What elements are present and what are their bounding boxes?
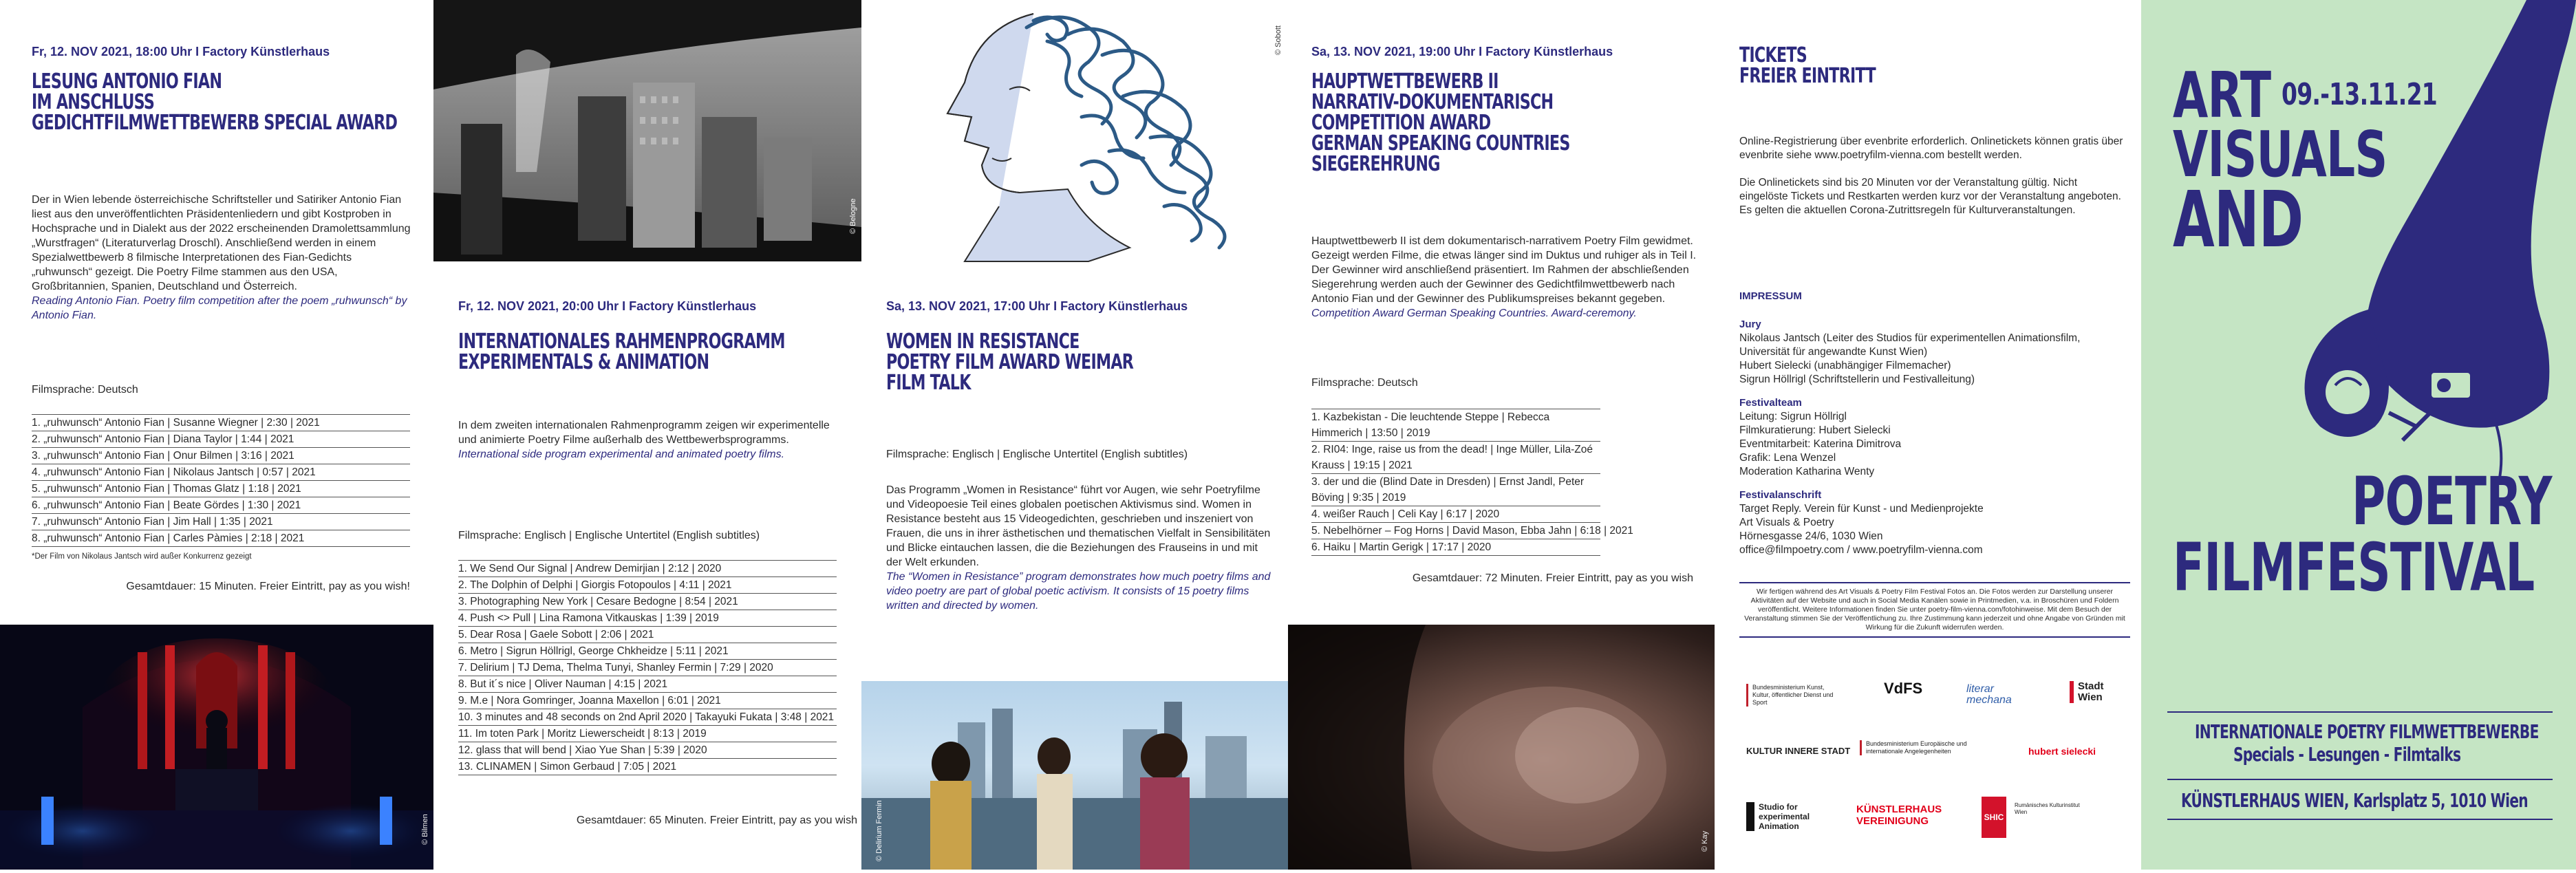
title-line: GERMAN SPEAKING COUNTRIES <box>1311 131 1570 155</box>
event-date: Sa, 13. NOV 2021, 17:00 Uhr I Factory Künstlerhaus <box>886 299 1188 313</box>
description-de: In dem zweiten internationalen Rahmenprogramm zeigen wir experimentelle und animierte Poetry Filme außerhalb des Wettbewerbsprogramms. <box>458 420 830 446</box>
list-item: 3. Photographing New York | Cesare Bedogne | 8:54 | 2021 <box>458 594 837 610</box>
team-heading: Festivalteam <box>1739 397 1802 409</box>
list-item: 2. „ruhwunsch“ Antonio Fian | Diana Taylor | 1:44 | 2021 <box>32 431 410 448</box>
film-language: Filmsprache: Deutsch <box>32 384 138 396</box>
title-line: FREIER EINTRITT <box>1739 64 1876 88</box>
photo-credit: © Delirium Fermin <box>875 800 883 861</box>
address-line: Hörnesgasse 24/6, 1030 Wien <box>1739 530 1883 542</box>
total-duration: Gesamtdauer: 15 Minuten. Freier Eintritt, pay as you wish! <box>126 581 410 592</box>
event-title <box>1311 69 1570 176</box>
address-line: office@filmpoetry.com / www.poetryfilm-vienna.com <box>1739 544 1983 556</box>
photo-credit: © Sobott <box>1274 25 1282 55</box>
event-title <box>32 69 398 135</box>
studio-animation-logo: Studio for experimental Animation <box>1746 802 1841 831</box>
rumaenisches-kulturinstitut-logo: Rumänisches Kulturinstitut Wien <box>2015 802 2080 815</box>
list-item: 8. But it´s nice | Oliver Nauman | 4:15 | 2021 <box>458 676 837 693</box>
tickets-paragraph: Online-Registrierung über evenbrite erforderlich. Onlinetickets können gratis über evenbrite siehe www.poetryfilm-vienna.com bestellt werden. <box>1739 136 2123 161</box>
event-description <box>886 483 1271 613</box>
team-member: Leitung: Sigrun Höllrigl <box>1739 411 1847 422</box>
title-line: TICKETS <box>1739 43 1807 67</box>
total-duration: Gesamtdauer: 65 Minuten. Freier Eintritt, pay as you wish <box>576 815 857 826</box>
panel-tickets-impressum <box>1715 0 2141 870</box>
title-line: NARRATIV-DOKUMENTARISCH <box>1311 90 1554 114</box>
description-en: International side program experimental and animated poetry films. <box>458 449 785 460</box>
kuenstlerhaus-logo: KÜNSTLERHAUS VEREINIGUNG <box>1856 804 1942 827</box>
tickets-paragraph: Die Onlinetickets sind bis 20 Minuten vor der Veranstaltung gültig. Nicht eingelöste Tickets und Restkarten werden kurz vor der Veranstaltung angeboten. Es gelten die aktuellen Corona-Zutrittsregeln für Kulturveranstaltungen. <box>1739 177 2121 216</box>
address-line: Target Reply. Verein für Kunst - und Medienprojekte <box>1739 503 1984 515</box>
closeup-photo <box>1288 625 1715 870</box>
jury-member: Hubert Sielecki (unabhängiger Filmemacher) <box>1739 360 1951 371</box>
women-illustration <box>861 681 1288 870</box>
team-member: Filmkuratierung: Hubert Sielecki <box>1739 424 1891 436</box>
newyork-illustration <box>433 0 861 261</box>
title-line: WOMEN IN RESISTANCE <box>886 330 1080 354</box>
list-item: 6. Metro | Sigrun Höllrigl, George Chkheidze | 5:11 | 2021 <box>458 643 837 660</box>
bmeia-logo: Bundesministerium Europäische und internationale Angelegenheiten <box>1860 740 1969 755</box>
festival-and: AND <box>2173 175 2304 265</box>
list-item: 13. CLINAMEN | Simon Gerbaud | 7:05 | 2021 <box>458 759 837 775</box>
title-line: HAUPTWETTBEWERB II <box>1311 69 1499 94</box>
jury-member: Nikolaus Jantsch (Leiter des Studios für experimentellen Animationsfilm, Universität für angewandte Kunst Wien) <box>1739 332 2081 358</box>
jury-heading: Jury <box>1739 319 1761 330</box>
list-item: 12. glass that will bend | Xiao Yue Shan | 5:39 | 2020 <box>458 742 837 759</box>
hubert-sielecki-logo: hubert sielecki <box>2028 746 2096 757</box>
tickets-text <box>1739 135 2125 217</box>
impressum-block <box>1739 318 2125 557</box>
literar-mechana-logo: literar mechana <box>1966 683 2012 706</box>
list-item: 6. Haiku | Martin Gerigk | 17:17 | 2020 <box>1311 539 1600 556</box>
event-title <box>886 332 1133 394</box>
event-description <box>1311 234 1697 321</box>
panel-experimentals <box>433 0 861 870</box>
vdfs-logo: VdFS <box>1884 680 1923 697</box>
festival-filmfestival: FILMFESTIVAL <box>2173 529 2535 606</box>
film-list <box>32 414 410 547</box>
event-date: Fr, 12. NOV 2021, 20:00 Uhr I Factory Künstlerhaus <box>458 299 757 313</box>
bmkoes-logo: Bundesministerium Kunst, Kultur, öffentlicher Dienst und Sport <box>1746 684 1842 707</box>
team-member: Grafik: Lena Wenzel <box>1739 452 1836 464</box>
list-item: 7. Delirium | TJ Dema, Thelma Tunyi, Shanley Fermin | 7:29 | 2020 <box>458 660 837 676</box>
photo-credit: © Belogne <box>849 198 857 234</box>
church-photo <box>0 625 433 870</box>
photo-credit: © Bilmen <box>421 814 429 845</box>
stadt-wien-logo: Stadt Wien <box>2070 681 2126 703</box>
event-date: Fr, 12. NOV 2021, 18:00 Uhr I Factory Künstlerhaus <box>32 45 330 58</box>
list-item: 3. „ruhwunsch“ Antonio Fian | Onur Bilmen | 3:16 | 2021 <box>32 448 410 464</box>
list-item: 1. Kazbekistan - Die leuchtende Steppe | Rebecca Himmerich | 13:50 | 2019 <box>1311 409 1600 442</box>
list-item: 8. „ruhwunsch“ Antonio Fian | Carles Pàmies | 2:18 | 2021 <box>32 530 410 547</box>
title-line: IM ANSCHLUSS <box>32 90 155 114</box>
description-en: Competition Award German Speaking Countries. Award-ceremony. <box>1311 308 1637 319</box>
shic-logo: SHIC <box>1982 797 2006 838</box>
closeup-illustration <box>1288 625 1715 870</box>
title-line: POETRY FILM AWARD WEIMAR <box>886 350 1134 374</box>
photo-notice <box>1739 582 2130 638</box>
panel-main-competition <box>1288 0 1715 870</box>
list-item: 10. 3 minutes and 48 seconds on 2nd April 2020 | Takayuki Fukata | 3:48 | 2021 <box>458 709 837 726</box>
description-de: Das Programm „Women in Resistance“ führt vor Augen, wie sehr Poetryfilme und Videopoesie Teil eines globalen poetischen Aktivismus sind. Women in Resistance besteht aus 15 Videogedichten, geschrieben und inszeniert von Frauen, die uns in ihrer ästhetischen und thematischen Vielfalt in Sensibilitäten und Blicke eintauchen lassen, die die Beziehungen des Frauseins in und mit der Welt erkunden. <box>886 484 1271 568</box>
tickets-title <box>1739 45 1876 87</box>
description-en: The “Women in Resistance” program demonstrates how much poetry films and video poetry are part of global poetic activism. It consists of 15 poetry films written and directed by women. <box>886 571 1271 612</box>
cover-venue: KÜNSTLERHAUS WIEN, Karlsplatz 5, 1010 Wien <box>2181 789 2528 812</box>
list-item: 5. Nebelhörner – Fog Horns | David Mason, Ebba Jahn | 6:18 | 2021 <box>1311 523 1600 539</box>
list-item: 2. The Dolphin of Delphi | Giorgis Fotopoulos | 4:11 | 2021 <box>458 577 837 594</box>
list-item: 4. weißer Rauch | Celi Kay | 6:17 | 2020 <box>1311 506 1600 523</box>
team-member: Moderation Katharina Wenty <box>1739 466 1875 477</box>
list-item: 6. „ruhwunsch“ Antonio Fian | Beate Gördes | 1:30 | 2021 <box>32 497 410 514</box>
address-heading: Festivalanschrift <box>1739 489 1822 501</box>
title-line: FILM TALK <box>886 371 971 395</box>
photo-notice-text: Wir fertigen während des Art Visuals & Poetry Film Festival Fotos an. Die Fotos werden zur Darstellung unserer Aktivitäten auf der Website und auch in Social Media Kanälen sowie in Printmedien, v.a. in Broschüren und Foldern veröffentlicht. Weitere Informationen finden Sie unter poetry-film-vienna.com/fotohinweise. Mit dem Besuch der Veranstaltung stimmen Sie der Veröffentlichung zu. Ihre Zustimmung kann jederzeit und ohne Angabe von Gründen mit Wirkung für die Zukunft widerrufen werden. <box>1744 588 2125 632</box>
panel-fian-reading <box>0 0 433 870</box>
title-line: SIEGEREHRUNG <box>1311 152 1440 176</box>
title-line: EXPERIMENTALS & ANIMATION <box>458 350 709 374</box>
title-line: GEDICHTFILMWETTBEWERB SPECIAL AWARD <box>32 111 398 135</box>
festival-art: ART <box>2173 58 2271 132</box>
list-item: 9. M.e | Nora Gomringer, Joanna Maxellon | 6:01 | 2021 <box>458 693 837 709</box>
description-en: Reading Antonio Fian. Poetry film competition after the poem „ruhwunsch“ by Antonio Fian. <box>32 295 407 321</box>
cover-divider <box>2167 779 2553 780</box>
list-item: 7. „ruhwunsch“ Antonio Fian | Jim Hall | 1:35 | 2021 <box>32 514 410 530</box>
list-item: 1. We Send Our Signal | Andrew Demirjian | 2:12 | 2020 <box>458 561 837 577</box>
logo-area <box>1739 674 2130 853</box>
film-language: Filmsprache: Englisch | Englische Untertitel (English subtitles) <box>458 530 760 541</box>
women-photo <box>861 681 1288 870</box>
face-illustration <box>861 0 1288 261</box>
jury-member: Sigrun Höllrigl (Schriftstellerin und Festivalleitung) <box>1739 374 1975 385</box>
festival-dates: 09.-13.11.21 <box>2282 77 2437 112</box>
team-member: Eventmitarbeit: Katerina Dimitrova <box>1739 438 1902 450</box>
film-list <box>1311 409 1633 556</box>
festival-poetry: POETRY <box>2352 463 2552 540</box>
title-line: LESUNG ANTONIO FIAN <box>32 69 222 94</box>
list-item: 5. Dear Rosa | Gaele Sobott | 2:06 | 2021 <box>458 627 837 643</box>
festival-visuals: VISUALS <box>2173 118 2387 191</box>
footnote: *Der Film von Nikolaus Jantsch wird außer Konkurrenz gezeigt <box>32 552 252 561</box>
list-item: 1. „ruhwunsch“ Antonio Fian | Susanne Wiegner | 2:30 | 2021 <box>32 415 410 431</box>
face-drawing <box>861 0 1288 261</box>
list-item: 4. Push <> Pull | Lina Ramona Vitkauskas | 1:39 | 2019 <box>458 610 837 627</box>
film-list <box>458 560 837 775</box>
newyork-photo <box>433 0 861 261</box>
description-de: Der in Wien lebende österreichische Schriftsteller und Satiriker Antonio Fian liest aus den unveröffentlichten Präsidentenliedern und gibt Kostproben in Hochsprache und in Dialekt aus der 2022 erscheinenden Dramolettsammlung „Wurstfragen“ (Literaturverlag Droschl). Anschließend werden in einem Spezialwettbewerb 8 filmische Interpretationen des Fian-Gedichts „ruhwunsch“ gezeigt. Die Poetry Filme stammen aus den USA, Großbritannien, Spanien, Deutschland und Österreich. <box>32 194 411 292</box>
event-date: Sa, 13. NOV 2021, 19:00 Uhr I Factory Künstlerhaus <box>1311 45 1613 58</box>
title-line: INTERNATIONALES RAHMENPROGRAMM <box>458 330 785 354</box>
list-item: 2. RI04: Inge, raise us from the dead! | Inge Müller, Lila-Zoé Krauss | 19:15 | 2021 <box>1311 442 1600 474</box>
film-language: Filmsprache: Englisch | Englische Untertitel (English subtitles) <box>886 449 1188 460</box>
address-line: Art Visuals & Poetry <box>1739 517 1834 528</box>
cover-divider <box>2167 819 2553 820</box>
panel-cover <box>2141 0 2576 870</box>
description-de: Hauptwettbewerb II ist dem dokumentarisch-narrativem Poetry Film gewidmet. Gezeigt werden Filme, die etwas länger sind im Duktus und ruhiger als in Teil I. Der Gewinner wird anschließend präsentiert. Im Rahmen der abschließenden Siegerehrung werden auch der Gewinner des Gedichtfilmwettbewerb nach Antonio Fian und der Gewinner des Publikumspreises bekannt gegeben. <box>1311 235 1697 305</box>
title-line: COMPETITION AWARD <box>1311 111 1491 135</box>
cover-info <box>2167 711 2553 820</box>
cover-subtitle: INTERNATIONALE POETRY FILMWETTBEWERBE <box>2195 720 2539 743</box>
list-item: 4. „ruhwunsch“ Antonio Fian | Nikolaus Jantsch | 0:57 | 2021 <box>32 464 410 481</box>
panel-women-in-resistance <box>861 0 1288 870</box>
event-description <box>32 193 414 323</box>
church-illustration <box>0 625 433 870</box>
event-title <box>458 332 785 373</box>
list-item: 3. der und die (Blind Date in Dresden) | Ernst Jandl, Peter Böving | 9:35 | 2019 <box>1311 474 1600 506</box>
total-duration: Gesamtdauer: 72 Minuten. Freier Eintritt, pay as you wish <box>1412 572 1693 584</box>
kultur-innere-stadt-logo: KULTUR INNERE STADT <box>1746 746 1851 756</box>
cover-subtitle-2: Specials - Lesungen - Filmtalks <box>2233 743 2461 766</box>
film-language: Filmsprache: Deutsch <box>1311 377 1418 389</box>
list-item: 11. Im toten Park | Moritz Liewerscheidt | 8:13 | 2019 <box>458 726 837 742</box>
list-item: 5. „ruhwunsch“ Antonio Fian | Thomas Glatz | 1:18 | 2021 <box>32 481 410 497</box>
impressum-heading: IMPRESSUM <box>1739 290 1802 302</box>
event-description <box>458 418 837 462</box>
photo-credit: © Kay <box>1701 830 1709 852</box>
